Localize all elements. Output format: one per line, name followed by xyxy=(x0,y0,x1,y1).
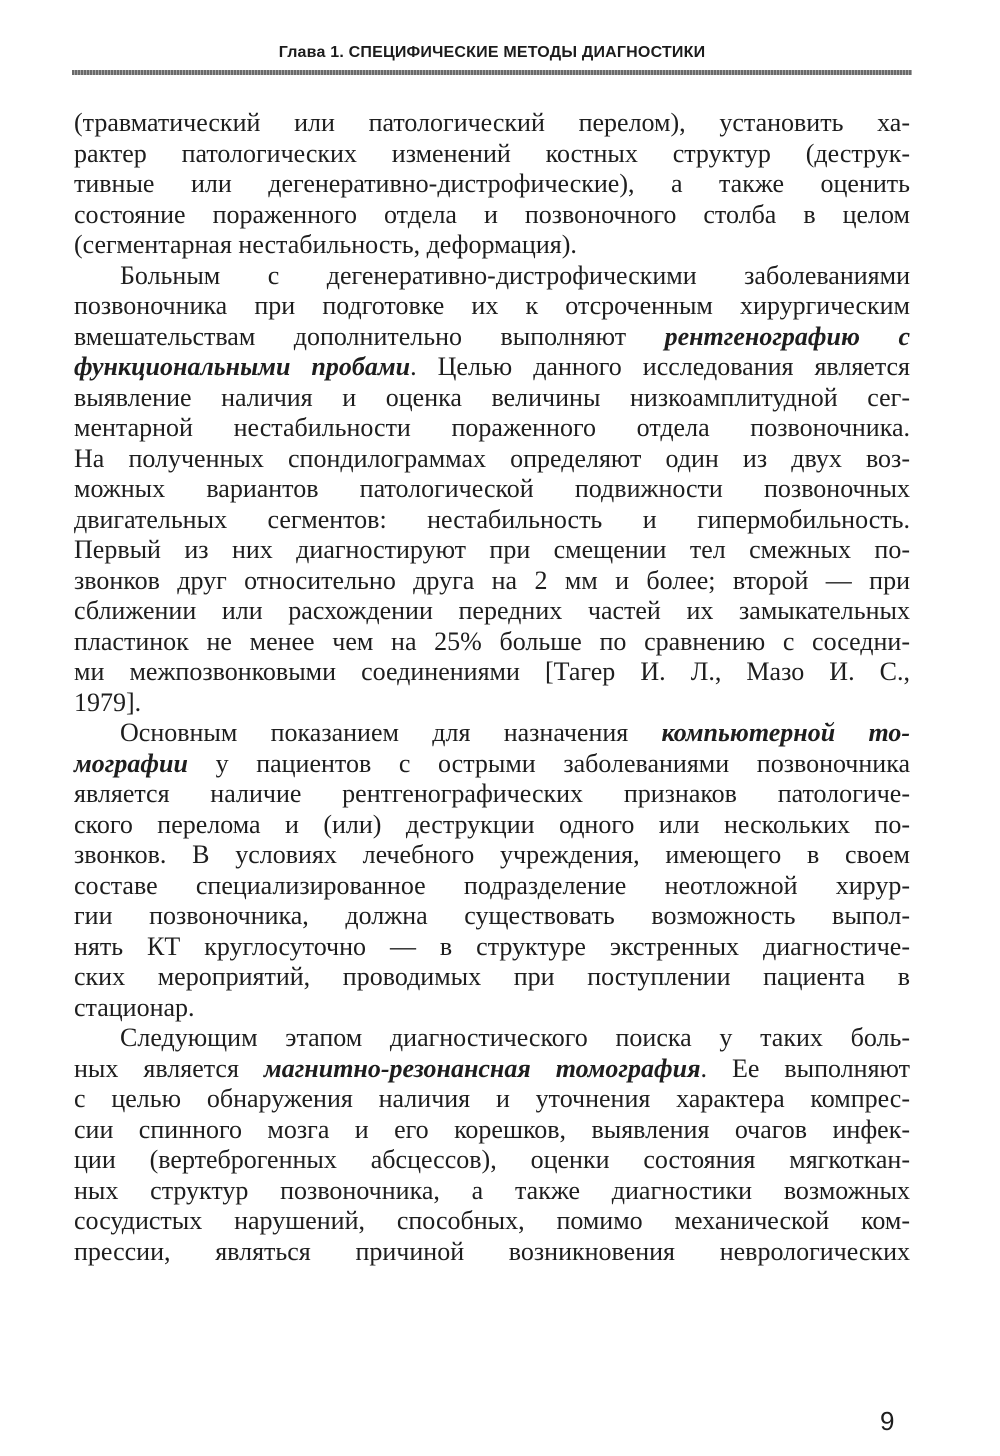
text-line: (травматический или патологический перелом), установить ха- xyxy=(74,108,910,137)
text-line: сии спинного мозга и его корешков, выявления очагов инфек- xyxy=(74,1114,910,1144)
emphasized-term: функциональными пробами xyxy=(74,352,411,381)
text-line: звонков. В условиях лечебного учреждения, имеющего в своем xyxy=(74,840,910,869)
text-line: выявление наличия и оценка величины низкоамплитудной сег- xyxy=(74,382,910,412)
text-line: позвоночника при подготовке их к отсроченным хирургическим xyxy=(74,291,910,320)
text-line: ми межпозвонковыми соединениями [Тагер И. Л., Мазо И. С., xyxy=(74,657,910,686)
text-line: тивные или дегенеративно-дистрофические), а также оценить xyxy=(74,169,910,198)
paragraph-3 xyxy=(74,718,910,1023)
text-line: Больным с дегенеративно-дистрофическими заболеваниями xyxy=(120,260,910,290)
emphasized-term: мографии xyxy=(74,748,188,778)
text-line: На полученных спондилограммах определяют один из двух воз- xyxy=(74,443,910,473)
text-line: ции (вертеброгенных абсцессов), оценки состояния мягкоткан- xyxy=(74,1145,910,1174)
text-line: ского перелома и (или) деструкции одного или нескольких по- xyxy=(74,809,910,839)
text-line xyxy=(74,322,910,353)
running-header: Глава 1. СПЕЦИФИЧЕСКИЕ МЕТОДЫ ДИАГНОСТИКИ xyxy=(278,44,706,61)
body-text xyxy=(74,108,910,1267)
text-line: можных вариантов патологической подвижности позвоночных xyxy=(74,474,910,503)
text-run: . Целью данного исследования является xyxy=(410,352,910,381)
text-run: Основным показанием для назначения xyxy=(120,718,662,747)
text-line: ских мероприятий, проводимых при поступлении пациента в xyxy=(74,962,910,991)
text-line: состояние пораженного отдела и позвоночного столба в целом xyxy=(74,199,910,229)
text-line: двигательных сегментов: нестабильность и гипермобильность. xyxy=(74,504,910,534)
text-line: является наличие рентгенографических признаков патологиче- xyxy=(74,779,910,808)
text-line: (сегментарная нестабильность, деформация). xyxy=(74,230,577,259)
text-line xyxy=(74,718,910,749)
paragraph-4 xyxy=(74,1023,910,1267)
text-run: . Ее выполняют xyxy=(700,1053,910,1083)
text-line: рактер патологических изменений костных структур (деструк- xyxy=(74,138,910,168)
emphasized-term: рентгенографию с xyxy=(664,321,910,351)
text-line: нять КТ круглосуточно — в структуре экстренных диагностиче- xyxy=(74,931,910,961)
text-line xyxy=(74,749,910,780)
text-line: 1979]. xyxy=(74,687,142,717)
text-line xyxy=(74,352,910,383)
text-line: стационар. xyxy=(74,992,195,1022)
text-line: сосудистых нарушений, способных, помимо механической ком- xyxy=(74,1206,910,1235)
text-line: составе специализированное подразделение неотложной хирур- xyxy=(74,870,910,900)
header-divider xyxy=(72,70,912,75)
text-line: ных структур позвоночника, а также диагностики возможных xyxy=(74,1175,910,1205)
text-run: у пациентов с острыми заболеваниями позвоночника xyxy=(187,748,910,778)
text-line: пластинок не менее чем на 25% больше по сравнению с соседни- xyxy=(74,626,910,656)
text-line: Первый из них диагностируют при смещении тел смежных по- xyxy=(74,535,910,564)
text-line: сближении или расхождении передних частей их замыкательных xyxy=(74,596,910,625)
text-line: Следующим этапом диагностического поиска у таких боль- xyxy=(120,1023,910,1052)
text-run: вмешательствам дополнительно выполняют xyxy=(74,321,665,351)
emphasized-term: магнитно-резонансная томография xyxy=(263,1053,701,1083)
paragraph-2 xyxy=(74,261,910,719)
text-line: гии позвоночника, должна существовать возможность выпол- xyxy=(74,901,910,930)
text-line: с целью обнаружения наличия и уточнения характера компрес- xyxy=(74,1084,910,1113)
text-run: ных является xyxy=(74,1053,264,1083)
page-number: 9 xyxy=(880,1406,895,1436)
text-line: звонков друг относительно друга на 2 мм и более; второй — при xyxy=(74,565,910,595)
text-line: прессии, являться причиной возникновения неврологических xyxy=(74,1236,910,1266)
paragraph-1 xyxy=(74,108,910,261)
text-line: ментарной нестабильности пораженного отдела позвоночника. xyxy=(74,413,910,442)
emphasized-term: компьютерной то- xyxy=(661,718,911,747)
text-line xyxy=(74,1054,910,1085)
